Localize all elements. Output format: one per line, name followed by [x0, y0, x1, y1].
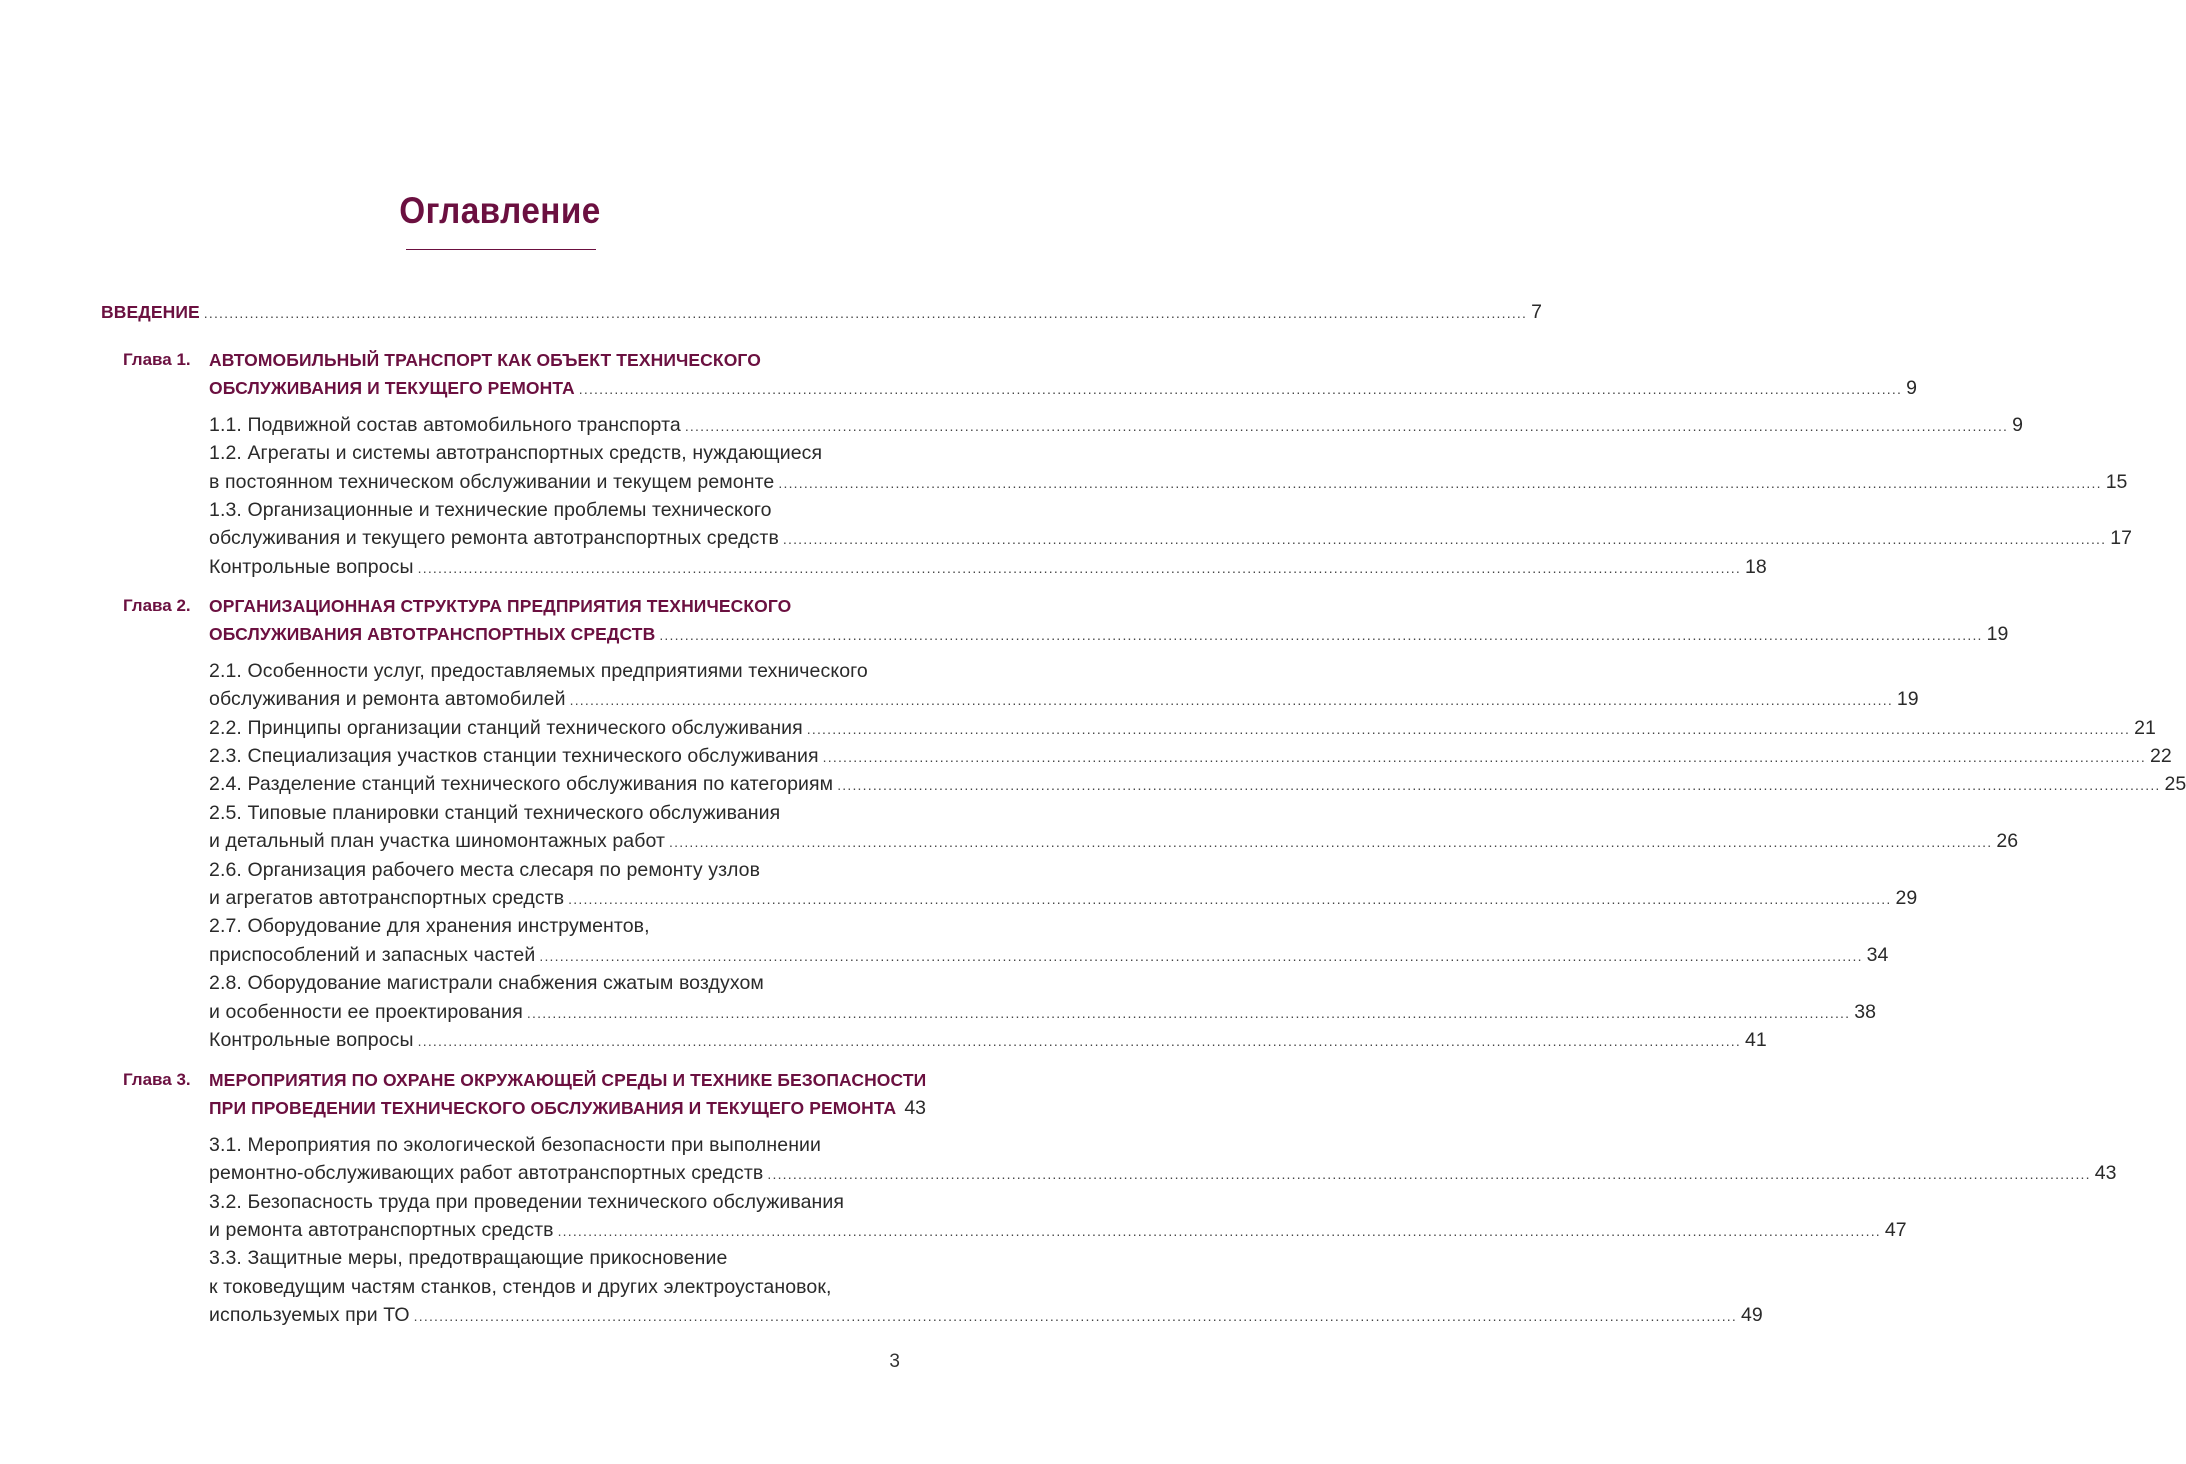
toc-page-number: 43: [904, 1097, 927, 1120]
dot-leader: ....................................................................................................................................................................................................................................................................: [526, 1004, 1851, 1021]
toc-entry-text: 2.7. Оборудование для хранения инструментов,: [209, 915, 650, 938]
toc-page-number: 17: [2110, 527, 2132, 550]
toc-section-entry[interactable]: [209, 1244, 899, 1272]
toc-section-entry[interactable]: [209, 1159, 2117, 1188]
toc-page-number: 21: [2134, 716, 2156, 739]
toc-entry-text: приспособлений и запасных частей: [209, 943, 536, 966]
toc-page-number: 38: [1854, 1000, 1876, 1023]
toc-section-entry[interactable]: [209, 553, 1767, 582]
toc-section-entry[interactable]: [209, 496, 899, 524]
toc-section-entry[interactable]: [209, 524, 2132, 553]
toc-entry-text: используемых при ТО: [209, 1304, 410, 1327]
chapter-label: Глава 1.: [123, 350, 191, 369]
dot-leader: ....................................................................................................................................................................................................................................................................: [767, 1166, 2091, 1183]
dot-leader: ....................................................................................................................................................................................................................................................................: [782, 531, 2107, 548]
toc-section-entry[interactable]: [209, 969, 899, 997]
dot-leader: ....................................................................................................................................................................................................................................................................: [669, 834, 1993, 851]
toc-page-number: 18: [1744, 555, 1767, 578]
dot-leader: ....................................................................................................................................................................................................................................................................: [578, 381, 1903, 398]
toc-section-entry[interactable]: [209, 998, 1876, 1027]
toc-section-entry[interactable]: [209, 657, 899, 685]
dot-leader: ....................................................................................................................................................................................................................................................................: [778, 474, 2102, 491]
toc-section-entry[interactable]: [209, 770, 2186, 799]
toc-section-entry[interactable]: [209, 1273, 899, 1301]
toc-entry-text: 1.3. Организационные и технические проблемы технического: [209, 499, 772, 521]
toc-entry-text: в постоянном техническом обслуживании и текущем ремонте: [209, 470, 775, 493]
toc-page-number: 43: [2094, 1162, 2117, 1185]
toc-entry-text: и ремонта автотранспортных средств: [209, 1219, 554, 1241]
toc-page-number: 29: [1895, 887, 1918, 909]
toc-chapter-heading[interactable]: [209, 1066, 927, 1094]
toc-page-number: 7: [1531, 301, 1542, 323]
toc-chapter-heading[interactable]: [209, 374, 1917, 403]
toc-page-number: 19: [1986, 623, 2009, 646]
toc-section-entry[interactable]: [209, 827, 2019, 856]
toc-entry-text: 1.1. Подвижной состав автомобильного транспорта: [209, 413, 681, 436]
toc-section-entry[interactable]: [209, 1188, 899, 1216]
toc-entry-text: 2.2. Принципы организации станций технического обслуживания: [209, 716, 803, 739]
dot-leader: ....................................................................................................................................................................................................................................................................: [417, 559, 1741, 576]
toc-page-number: 15: [2105, 470, 2128, 493]
page-title: Оглавление: [399, 190, 601, 231]
toc-entry-text: ОБСЛУЖИВАНИЯ АВТОТРАНСПОРТНЫХ СРЕДСТВ: [209, 624, 656, 645]
dot-leader: ....................................................................................................................................................................................................................................................................: [417, 1033, 1741, 1049]
toc-page-number: 47: [1884, 1219, 1907, 1241]
toc-entry-text: АВТОМОБИЛЬНЫЙ ТРАНСПОРТ КАК ОБЪЕКТ ТЕХНИЧЕСКОГО: [209, 350, 761, 370]
toc-entry-text: МЕРОПРИЯТИЯ ПО ОХРАНЕ ОКРУЖАЮЩЕЙ СРЕДЫ И ТЕХНИКЕ БЕЗОПАСНОСТИ: [209, 1070, 927, 1090]
toc-entry-text: 3.1. Мероприятия по экологической безопасности при выполнении: [209, 1133, 822, 1156]
toc-entry-text: 3.2. Безопасность труда при проведении технического обслуживания: [209, 1190, 845, 1213]
dot-leader: ....................................................................................................................................................................................................................................................................: [203, 305, 1528, 321]
toc-entry-text: ВВЕДЕНИЕ: [101, 302, 200, 322]
toc-page-number: 22: [2149, 745, 2172, 767]
toc-entry-text: Контрольные вопросы: [209, 1029, 414, 1051]
toc-chapter-heading[interactable]: [209, 592, 899, 620]
toc-page-number: 9: [2012, 413, 2024, 436]
toc-entry-text: 2.1. Особенности услуг, предоставляемых предприятиями технического: [209, 659, 868, 682]
toc-section-entry[interactable]: [209, 884, 1918, 913]
dot-leader: ....................................................................................................................................................................................................................................................................: [569, 692, 1893, 709]
toc-entry-text: 2.4. Разделение станций технического обслуживания по категориям: [209, 773, 834, 796]
toc-entry-text: 2.8. Оборудование магистрали снабжения сжатым воздухом: [209, 972, 764, 995]
toc-section-entry[interactable]: [209, 439, 899, 467]
toc-section-entry[interactable]: [209, 912, 899, 940]
dot-leader: ....................................................................................................................................................................................................................................................................: [539, 947, 1863, 964]
toc-entry-text: ремонтно-обслуживающих работ автотранспортных средств: [209, 1162, 764, 1185]
toc-section-entry[interactable]: [209, 941, 1889, 970]
toc-entry-text: и детальный план участка шиномонтажных работ: [209, 830, 666, 853]
toc-section-entry[interactable]: [209, 742, 2172, 771]
toc-section-entry[interactable]: [209, 714, 2156, 743]
toc-section-entry[interactable]: [209, 1216, 1907, 1245]
toc-chapter-heading[interactable]: [209, 1094, 927, 1123]
toc-entry-text: Контрольные вопросы: [209, 555, 414, 578]
title-underline: [406, 249, 596, 250]
toc-section-entry[interactable]: [209, 1026, 1767, 1055]
toc-section-entry[interactable]: [209, 856, 899, 884]
toc-page-number: 19: [1896, 688, 1919, 711]
toc-entry-text: 2.3. Специализация участков станции технического обслуживания: [209, 745, 819, 767]
toc-entry-text: 3.3. Защитные меры, предотвращающие прикосновение: [209, 1247, 728, 1270]
toc-entry-text: 2.6. Организация рабочего места слесаря по ремонту узлов: [209, 858, 761, 881]
toc-section-entry[interactable]: [209, 799, 899, 827]
dot-leader: ....................................................................................................................................................................................................................................................................: [557, 1223, 1881, 1239]
toc-entry-text: к токоведущим частям станков, стендов и других электроустановок,: [209, 1275, 832, 1298]
toc-page-number: 26: [1996, 830, 2019, 853]
dot-leader: ....................................................................................................................................................................................................................................................................: [568, 891, 1892, 907]
toc-page-number: 41: [1744, 1029, 1767, 1051]
page-number: 3: [889, 1351, 900, 1372]
toc-entry-text: ОРГАНИЗАЦИОННАЯ СТРУКТУРА ПРЕДПРИЯТИЯ ТЕХНИЧЕСКОГО: [209, 596, 792, 616]
toc-entry-text: и особенности ее проектирования: [209, 1000, 523, 1023]
toc-section-entry[interactable]: [209, 1131, 899, 1159]
toc-entry-text: обслуживания и текущего ремонта автотранспортных средств: [209, 527, 779, 550]
toc-section-entry[interactable]: [209, 468, 2128, 497]
toc-chapter-heading[interactable]: [209, 346, 899, 374]
toc-page-number: 49: [1740, 1304, 1763, 1327]
dot-leader: ....................................................................................................................................................................................................................................................................: [684, 417, 2009, 434]
dot-leader: ....................................................................................................................................................................................................................................................................: [837, 777, 2161, 794]
toc-entry-text: обслуживания и ремонта автомобилей: [209, 688, 566, 711]
dot-leader: ....................................................................................................................................................................................................................................................................: [413, 1308, 1737, 1325]
toc-entry-text: 2.5. Типовые планировки станций технического обслуживания: [209, 801, 781, 824]
toc-entry-text: и агрегатов автотранспортных средств: [209, 887, 565, 909]
toc-entry-text: 1.2. Агрегаты и системы автотранспортных средств, нуждающиеся: [209, 442, 823, 465]
dot-leader: ....................................................................................................................................................................................................................................................................: [822, 749, 2146, 765]
chapter-label: Глава 2.: [123, 596, 191, 615]
toc-page-number: 9: [1906, 377, 1917, 400]
dot-leader: ....................................................................................................................................................................................................................................................................: [659, 627, 1983, 644]
chapter-label: Глава 3.: [123, 1070, 191, 1089]
toc-section-entry[interactable]: [209, 411, 2024, 440]
toc-chapter-heading[interactable]: [209, 620, 2009, 649]
toc-page-number: 25: [2164, 773, 2186, 796]
dot-leader: ....................................................................................................................................................................................................................................................................: [806, 720, 2131, 737]
toc-page-number: 34: [1866, 943, 1889, 966]
toc-section-entry[interactable]: [209, 1301, 1763, 1330]
toc-entry-text: ПРИ ПРОВЕДЕНИИ ТЕХНИЧЕСКОГО ОБСЛУЖИВАНИЯ И ТЕКУЩЕГО РЕМОНТА: [209, 1098, 897, 1119]
toc-entry-introduction[interactable]: [101, 298, 1542, 327]
toc-section-entry[interactable]: [209, 685, 1919, 714]
toc-entry-text: ОБСЛУЖИВАНИЯ И ТЕКУЩЕГО РЕМОНТА: [209, 378, 575, 399]
